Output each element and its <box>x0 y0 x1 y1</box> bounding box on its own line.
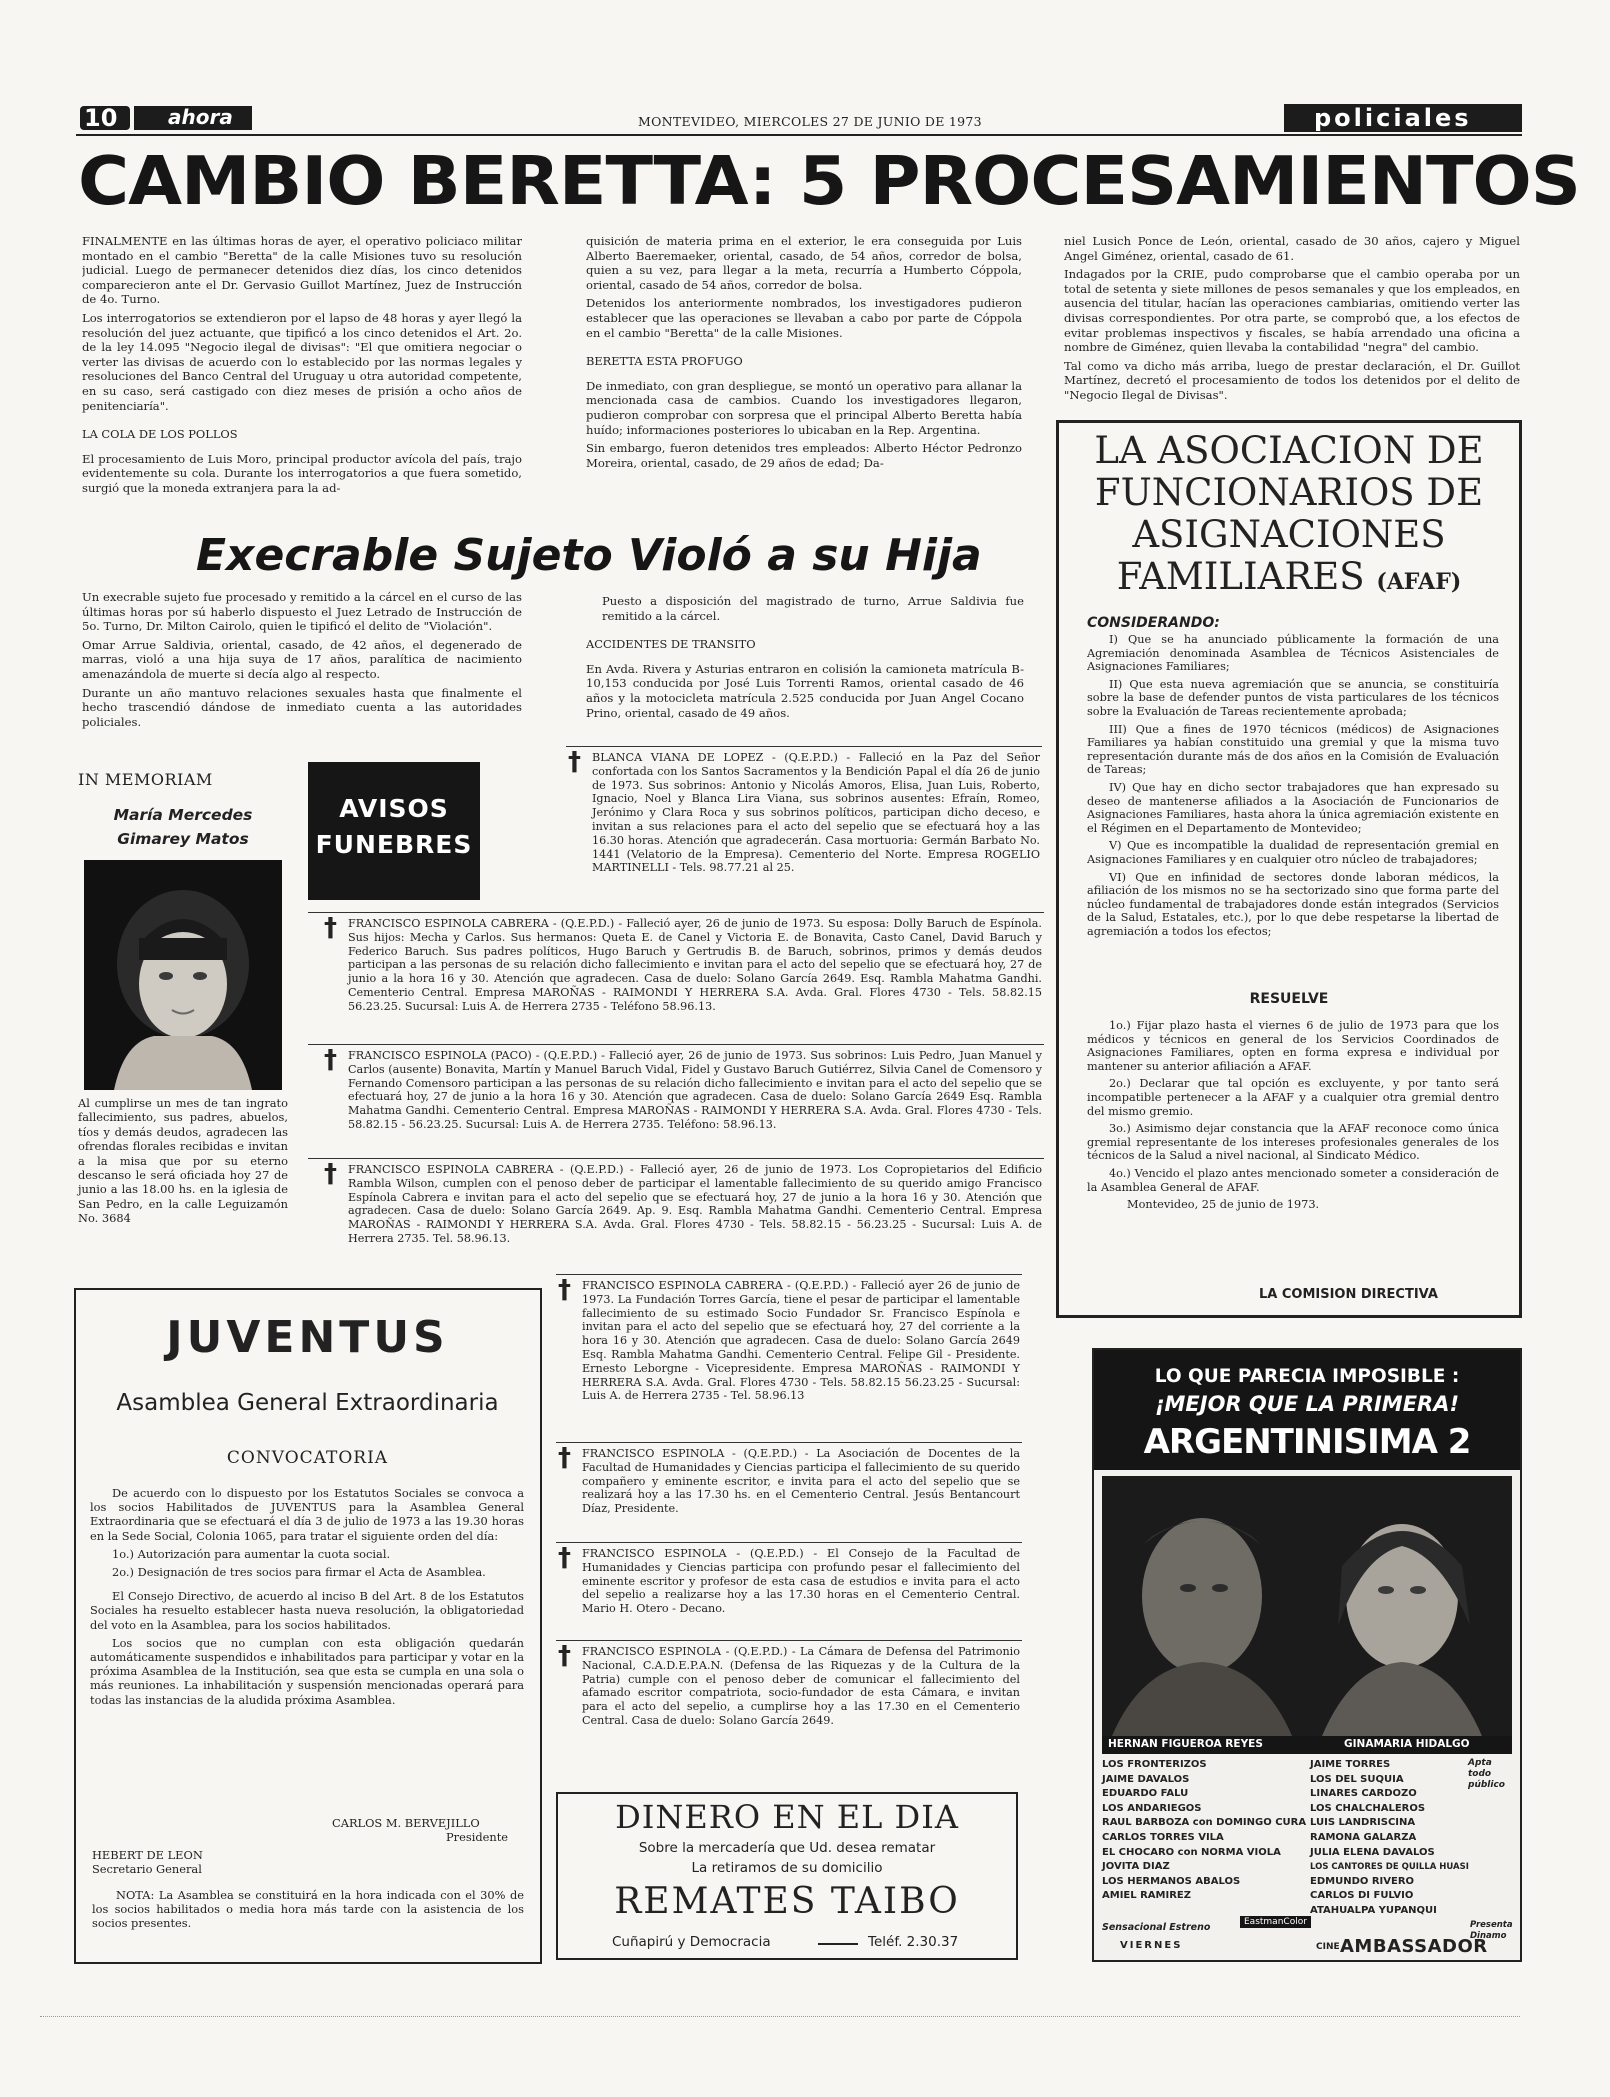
considerando-6: VI) Que en infinidad de sectores donde laboran médicos, la afiliación de los mismos no se ha sectorizado sino que forma parte del núcleo fundamental de trabajadores donde están integrados (Servicios de la Salud, Estatales, etc.), por lo que debe respetarse la libertad de agremiación a todos los efectos; <box>1087 870 1499 938</box>
resolucion-2: 2o.) Declarar que tal opción es excluyente, y por tanto será incompatible pertenecer a la AFAF y a cualquier otra gremial dentro del mismo gremio. <box>1087 1077 1499 1118</box>
juventus-signer2-name: HEBERT DE LEON <box>92 1848 203 1862</box>
movie-tagline-2: ¡MEJOR QUE LA PRIMERA! <box>1154 1392 1460 1416</box>
movie-cast-right <box>1310 1758 1469 1919</box>
header-rule <box>76 134 1522 136</box>
cross-icon: † <box>558 1641 571 1671</box>
funeral-notice-6 <box>556 1442 1022 1528</box>
lead-article-col2 <box>586 234 1022 528</box>
considerando-4: IV) Que hay en dicho sector trabajadores que han expresado su deseo de mantenerse afiliados a la Asociación de Funcionarios de Asignaciones Familiares, hasta ahora la única agremiación existente en el Régimen en el Departamento de Montevideo; <box>1087 780 1499 835</box>
lead-col2-p3: De inmediato, con gran despliegue, se montó un operativo para allanar la mencionada casa de cambios. Cuando los investigadores llegaron, pudieron comprobar con sorpresa que el principal Alberto Beretta había huído; informaciones posteriores lo ubicaban en la Rep. Argentina. <box>586 378 1022 437</box>
paper-name: ahora <box>168 105 233 129</box>
juventus-p1: De acuerdo con lo dispuesto por los Estatutos Sociales se convoca a los socios Habilitados de JUVENTUS para la Asamblea General Extraordinaria que se efectuará el día 3 de julio de 1973 a las 19.30 horas en la Sede Social, Colonia 1065, para tratar el siguiente orden del día: <box>90 1486 524 1543</box>
second-col2-p2: En Avda. Rivera y Asturias entraron en colisión la camioneta matrícula B-10,153 conducida por José Luis Torrenti Ramos, oriental casado de 46 años y la motocicleta matrícula 2.525 conducida por Juan Angel Cocano Prino, oriental, casado de 49 años. <box>586 661 1024 720</box>
notice-text: FRANCISCO ESPINOLA CABRERA - (Q.E.P.D.) - Falleció ayer, 26 de junio de 1973. Su esposa: Dolly Baruch de Espínola. Sus hijos: Mecha y Carlos. Sus hermanos: Queta E. de Canel y Victoria E. de Bonavita, Casto Canel, David Baruch y Federico Baruch. Sus padres políticos, Hugo Baruch y Gertrudis B. de Baruch, sobrinos, primos y demás deudos participan a las personas de su relación dicho fallecimiento e invitan para el acto del sepelio que se efectuará hoy, 27 de junio a la hora 16 y 30. Atención que agradecen. Casa de duelo: Solano García 2649. Esq. Rambla Mahatma Gandhi. Cementerio Central. Empresa MAROÑAS - RAIMONDI Y HERRERA S.A. Avda. Gral. Flores 4730 - Tels. 58.82.15 56.23.25. Sucursal: Luis A. de Herrera 2735 - Teléfono 58.96.13. <box>348 917 1042 1013</box>
lead-col2-p2: Detenidos los anteriormente nombrados, los investigadores pudieron establecer que las operaciones se llevaban a cabo por parte de Cóppola en el cambio "Beretta" de la calle Misiones. <box>586 296 1022 340</box>
juventus-convocatoria: CONVOCATORIA <box>226 1448 389 1468</box>
second-headline: Execrable Sujeto Violó a su Hija <box>196 530 982 581</box>
funeral-notice-3 <box>308 1044 1044 1156</box>
remates-taibo-ad <box>556 1792 1018 1960</box>
cast-right-4: LOS CHALCHALEROS <box>1310 1802 1426 1814</box>
cast-right-5: LUIS LANDRISCINA <box>1310 1817 1416 1829</box>
cast-left-6: CARLOS TORRES VILA <box>1102 1831 1224 1843</box>
cast-right-11: ATAHUALPA YUPANQUI <box>1310 1904 1437 1916</box>
juventus-signer1-role: Presidente <box>446 1830 509 1844</box>
lead-col1-p1: FINALMENTE en las últimas horas de ayer, el operativo policiaco militar montado en el cambio "Beretta" de la calle Misiones tuvo su resolución judicial. Luego de permanecer detenidos diez días, los cinco detenidos comparecieron ante el Dr. Gervasio Guillot Martínez, Juez de Instrucción de 4o. Turno. <box>82 234 522 307</box>
remates-line1: Sobre la mercadería que Ud. desea rematar <box>638 1840 936 1856</box>
afaf-title-3: ASIGNACIONES <box>1132 513 1446 556</box>
juventus-p4: El Consejo Directivo, de acuerdo al inciso B del Art. 8 de los Estatutos Sociales ha resuelto establecer hasta nueva resolución, la obligatoriedad del voto en la Asamblea, para los socios habilitados. <box>90 1589 524 1632</box>
memoriam-name-1: María Mercedes <box>113 806 253 824</box>
cross-icon: † <box>324 1045 337 1075</box>
juventus-nota: NOTA: La Asamblea se constituirá en la hora indicada con el 30% de los socios habilitados o media hora más tarde con la asistencia de los socios presentes. <box>92 1888 524 1931</box>
cast-right-8: LOS CANTORES DE QUILLA HUASI <box>1310 1862 1469 1873</box>
considerando-3: III) Que a fines de 1970 técnicos (médicos) de Asignaciones Familiares ya habían constituido una gremial y que la misma tuvo representación durante más de dos años en la Comisión de Evaluación de Tareas; <box>1087 722 1499 777</box>
afaf-title-2: FUNCIONARIOS DE <box>1094 471 1484 514</box>
notice-text: FRANCISCO ESPINOLA - (Q.E.P.D.) - El Consejo de la Facultad de Humanidades y Ciencias participa con profundo pesar el fallecimiento del eminente escritor y profesor de esta casa de estudios e invita para el acto del sepelio a realizarse hoy a las 17.30 horas en el Cementerio Central. Mario H. Otero - Decano. <box>582 1547 1020 1616</box>
second-col1-p3: Durante un año mantuvo relaciones sexuales hasta que finalmente el hecho trascendió dándose de inmediato cuenta a las autoridades policiales. <box>82 685 522 729</box>
cast-right-6: RAMONA GALARZA <box>1310 1831 1417 1843</box>
cast-left-7: EL CHOCARO con NORMA VIOLA <box>1102 1846 1281 1858</box>
funeral-notice-8 <box>556 1640 1022 1756</box>
lead-col1-p3: El procesamiento de Luis Moro, principal productor avícola del país, trajo evidentemente su cola. Durante los interrogatorios a que fuera sometido, surgió que la moneda extranjera para la ad- <box>82 451 522 495</box>
lead-col3-p2: Indagados por la CRIE, pudo comprobarse que el cambio operaba por un total de setenta y siete millones de pesos semanales y que los empleados, en ausencia del titular, hacían las operaciones cambiarias, omitiendo verter las divisas correspondientes. Por otra parte, se comprobó que, a los efectos de evitar problemas inspectivos y fiscales, se había arrendado una oficina a nombre de Giménez, quien llevaba la contabilidad "negra" del cambio. <box>1064 267 1520 355</box>
remates-dash <box>818 1943 858 1945</box>
memoriam-text: Al cumplirse un mes de tan ingrato fallecimiento, sus padres, abuelos, tíos y demás deudos, agradecen las ofrendas florales recibidas e invitan a la misa que por su eterno descanso le será oficiada hoy 27 de junio a las 18.00 hs. en la iglesia de San Pedro, en la calle Leguizamón No. 3684 <box>78 1096 288 1226</box>
second-story-col1 <box>82 590 522 760</box>
lead-col2-p1: quisición de materia prima en el exterior, le era conseguida por Luis Alberto Baeremaeker, oriental, casado, de 54 años, corredor de bolsa, quien a su vez, para llegar a la meta, recurría a Humberto Cóppola, oriental, casado de 54 años, corredor de bolsa. <box>586 234 1022 292</box>
memoriam-box <box>74 764 292 1272</box>
juventus-signer2-role: Secretario General <box>92 1862 202 1876</box>
masthead-bar <box>76 104 1522 132</box>
juventus-p3: 2o.) Designación de tres socios para firmar el Acta de Asamblea. <box>112 1565 486 1580</box>
lead-subhead-2: BERETTA ESTA PROFUGO <box>586 354 743 369</box>
movie-still-photo <box>1102 1476 1512 1736</box>
afaf-date: Montevideo, 25 de junio de 1973. <box>1127 1198 1320 1212</box>
cast-right-7: JULIA ELENA DAVALOS <box>1310 1846 1435 1858</box>
notice-text: FRANCISCO ESPINOLA (PACO) - (Q.E.P.D.) - Falleció ayer, 26 de junio de 1973. Sus sobrinos: Luis Pedro, Juan Manuel y Carlos (ausente) Bonavita, Martín y Manuel Baruch Vidal, Fidel y Gustavo Baruch Gutiérrez, Silvia Canel de Comensoro y Fernando Comensoro participan a las personas de su relación dicho fallecimiento e invitan para el acto del sepelio que se efectuará hoy, 27 de junio a la hora 16 y 30. Atención que agradecen. Casa de duelo: Solano García 2649 Esq. Rambla Mahatma Gandhi. Cementerio Central. Empresa MAROÑAS - RAIMONDI Y HERRERA S.A. Avda. Gral. Flores 4730 - Tels. 58.82.15 - 56.23.25. Sucursal: Luis A. de Herrera 2735. Teléfono: 58.96.13. <box>348 1049 1042 1131</box>
second-col1-p1: Un execrable sujeto fue procesado y remitido a la cárcel en el curso de las últimas horas por sú haberlo dispuesto el Juez Letrado de Instrucción de 5o. Turno, Dr. Milton Cairolo, quien le tipificó el delito de "Violación". <box>82 590 522 634</box>
cast-right-3: LINARES CARDOZO <box>1310 1788 1417 1800</box>
dateline: MONTEVIDEO, MIERCOLES 27 DE JUNIO DE 1973 <box>638 114 982 129</box>
resolucion-4: 4o.) Vencido el plazo antes mencionado someter a consideración de la Asamblea General de AFAF. <box>1087 1166 1499 1194</box>
main-headline: CAMBIO BERETTA: 5 PROCESAMIENTOS <box>78 142 1580 220</box>
section-name: policiales <box>1314 104 1472 132</box>
afaf-title-4 <box>1059 555 1519 604</box>
avisos-title-1: AVISOS <box>339 794 449 823</box>
accidentes-subhead: ACCIDENTES DE TRANSITO <box>586 637 756 652</box>
page-number: 10 <box>84 104 118 132</box>
movie-eastman: EastmanColor <box>1240 1916 1311 1928</box>
avisos-title-2: FUNEBRES <box>315 830 473 859</box>
funeral-notice-2 <box>308 912 1044 1042</box>
cast-left-5: RAUL BARBOZA con DOMINGO CURA <box>1102 1817 1307 1829</box>
bottom-rule <box>40 2016 1520 2017</box>
notice-text: FRANCISCO ESPINOLA - (Q.E.P.D.) - La Asociación de Docentes de la Facultad de Humanidades y Ciencias participa el fallecimiento de su querido compañero y eminente escritor, e invita para el acto del sepelio que se realizará hoy a las 17.30 hs. en el Cementerio Central. Jesús Bentancourt Díaz, Presidente. <box>582 1447 1020 1516</box>
afaf-title-familiares: FAMILIARES <box>1116 555 1365 598</box>
resolucion-1: 1o.) Fijar plazo hasta el viernes 6 de julio de 1973 para que los médicos y técnicos en general de los Servicios Coordinados de Asignaciones Familiares, opten en forma expresa e individual por mantener su anterior afiliación a AFAF. <box>1087 1019 1499 1073</box>
considerando-1: I) Que se ha anunciado públicamente la formación de una Agremiación denominada Asamblea de Técnicos Asistenciales de Asignaciones Familiares; <box>1087 633 1499 674</box>
movie-cast-left <box>1102 1758 1307 1904</box>
cast-right-2: LOS DEL SUQUIA <box>1310 1773 1404 1785</box>
movie-tagline-1: LO QUE PARECIA IMPOSIBLE : <box>1154 1366 1460 1387</box>
second-col2-p1: Puesto a disposición del magistrado de turno, Arrue Saldivia fue remitido a la cárcel. <box>602 594 1024 623</box>
girl-portrait-icon <box>84 860 282 1090</box>
avisos-funebres-box <box>308 762 480 900</box>
remates-headline: DINERO EN EL DIA <box>615 1798 959 1836</box>
cast-left-10: AMIEL RAMIREZ <box>1102 1890 1191 1902</box>
movie-star-2: GINAMARIA HIDALGO <box>1344 1738 1470 1750</box>
movie-apta: Apta todo público <box>1468 1758 1505 1790</box>
afaf-signature: LA COMISION DIRECTIVA <box>1259 1287 1438 1302</box>
cast-left-9: LOS HERMANOS ABALOS <box>1102 1875 1241 1887</box>
cross-icon: † <box>558 1443 571 1473</box>
funeral-notice-4 <box>308 1158 1044 1270</box>
juventus-p5: Los socios que no cumplan con esta obligación quedarán automáticamente suspendidos e inhabilitados para participar y votar en la próxima Asamblea de la Institución, sea que esta se cumpla en una sola o más reuniones. La inhabilitación y suspensión mencionadas operará para todas las instancias de la aludida próxima Asamblea. <box>90 1635 524 1707</box>
lead-subhead-1: LA COLA DE LOS POLLOS <box>82 427 238 442</box>
funeral-notice-1 <box>566 746 1042 910</box>
afaf-ad-box <box>1056 420 1522 1318</box>
cast-left-1: LOS FRONTERIZOS <box>1102 1759 1207 1770</box>
notice-text: FRANCISCO ESPINOLA CABRERA - (Q.E.P.D.) - Falleció ayer 26 de junio de 1973. La Fundación Torres García, tiene el pesar de participar el lamentable fallecimiento de su estimado Socio Fundador Sr. Francisco Espínola e invitan para el acto del sepelio que se efectuará hoy, 27 del corriente a la hora 16 y 30. Atención que agradecen. Casa de duelo: Solano García 2649 Esq. Rambla Mahatma Gandhi. Cementerio Central. Felipe Gil - Presidente. Ernesto Leborgne - Vicepresidente. Empresa MAROÑAS - RAIMONDI Y HERRERA S.A. Avda. Gral. Flores 4730 - Tels. 58.82.15 56.23.25 - Sucursal: Luis A. de Herrera 2735 - Tel. 58.96.13 <box>582 1279 1020 1403</box>
cross-icon: † <box>324 913 337 943</box>
afaf-considerando: CONSIDERANDO: <box>1087 615 1220 631</box>
memoriam-photo <box>84 860 282 1090</box>
afaf-considerandos <box>1087 633 1499 1003</box>
cross-icon: † <box>324 1159 337 1189</box>
notice-text: FRANCISCO ESPINOLA - (Q.E.P.D.) - La Cámara de Defensa del Patrimonio Nacional, C.A.D.E.P.A.N. (Defensa de las Riquezas y de la Cultura de la Patria) cumple con el penoso deber de comunicar el fallecimiento del afamado escritor compatriota, socio-fundador de esta Cámara, e invitan para el acto del sepelio, a cumplirse hoy a las 17.30 en el Cementerio Central. Casa de duelo: Solano García 2649. <box>582 1645 1020 1727</box>
movie-still-icon <box>1102 1476 1512 1736</box>
memoriam-name-2: Gimarey Matos <box>117 830 249 848</box>
lead-article-col1 <box>82 234 522 528</box>
movie-presenta: Presenta Dinamo <box>1470 1920 1513 1941</box>
juventus-signer1-name: CARLOS M. BERVEJILLO <box>332 1816 480 1830</box>
lead-col1-p2: Los interrogatorios se extendieron por el lapso de 48 horas y ayer llegó la resolución del juez actuante, que tipificó a los cinco detenidos el Art. 2o. de la ley 14.095 "Negocio ilegal de divisas": "El que omitiera negociar o verter las divisas de acuerdo con lo establecido por las normas legales y resoluciones del Banco Central del Uruguay u otra autoridad competente, en su caso, será castigado con diez meses de prisión a ocho años de penitenciaría". <box>82 310 522 413</box>
movie-viernes: VIERNES <box>1120 1940 1183 1951</box>
movie-sensacional: Sensacional Estreno <box>1102 1922 1211 1933</box>
remates-phone: Teléf. 2.30.37 <box>868 1934 959 1950</box>
afaf-title-abbr: (AFAF) <box>1376 569 1462 595</box>
lead-col2-p4: Sin embargo, fueron detenidos tres empleados: Alberto Héctor Pedronzo Moreira, oriental, casado, de 29 años de edad; Da- <box>586 441 1022 470</box>
juventus-body <box>90 1486 524 1786</box>
notice-text: FRANCISCO ESPINOLA CABRERA - (Q.E.P.D.) - Falleció ayer, 26 de junio de 1973. Los Copropietarios del Edificio Rambla Wilson, cumplen con el penoso deber de participar el lamentable fallecimiento de su querido amigo Francisco Espínola Cabrera e invitan para el acto del sepelio que se efectuará hoy, 27 de junio a la hora 16 y 30. Atención que agradecen. Casa de duelo: Solano García 2649. Ap. 9. Esq. Rambla Mahatma Gandhi. Cementerio Central. Empresa MAROÑAS - RAIMONDI Y HERRERA S.A. Avda. Gral. Flores 4730 - Tels. 58.82.15 - 56.23.25 - Sucursal: Luis A. de Herrera 2735. Tel. 58.96.13. <box>348 1163 1042 1245</box>
cast-right-1: JAIME TORRES <box>1310 1759 1391 1770</box>
movie-star-1: HERNAN FIGUEROA REYES <box>1108 1738 1263 1750</box>
cast-left-4: LOS ANDARIEGOS <box>1102 1802 1202 1814</box>
resolucion-3: 3o.) Asimismo dejar constancia que la AFAF reconoce como única gremial representante de los intereses profesionales generales de los técnicos de la Salud a nivel nacional, al Sindicato Médico. <box>1087 1122 1499 1163</box>
movie-cine-label: CINE <box>1316 1942 1340 1952</box>
second-col1-p2: Omar Arrue Saldivia, oriental, casado, de 42 años, el degenerado de marras, violó a una hija suya de 17 años, paralítica de nacimiento amenazándola de muerte si decía algo al respecto. <box>82 637 522 681</box>
remates-line2: La retiramos de su domicilio <box>691 1860 883 1876</box>
movie-title: ARGENTINISIMA 2 <box>1143 1422 1471 1462</box>
cross-icon: † <box>558 1275 571 1305</box>
afaf-resuelve: RESUELVE <box>1249 991 1329 1007</box>
memoriam-label: IN MEMORIAM <box>78 770 213 789</box>
cross-icon: † <box>558 1543 571 1573</box>
cast-left-8: JOVITA DIAZ <box>1102 1861 1170 1873</box>
funeral-notice-5 <box>556 1274 1022 1434</box>
lead-article-col3 <box>1064 234 1520 420</box>
considerando-5: V) Que es incompatible la dualidad de representación gremial en Asignaciones Familiares y en cualquier otro núcleo de trabajadores; <box>1087 839 1499 866</box>
movie-ad-box <box>1092 1348 1522 1962</box>
movie-cinema-name: AMBASSADOR <box>1340 1936 1488 1957</box>
considerando-2: II) Que esta nueva agremiación que se anuncia, se constituiría sobre la base de defender puntos de vista particulares de los técnicos sobre la Evaluación de Tareas recientemente aprobada; <box>1087 677 1499 718</box>
second-story-col2 <box>586 594 1024 744</box>
remates-name: REMATES TAIBO <box>614 1881 960 1922</box>
cast-right-9: EDMUNDO RIVERO <box>1310 1875 1415 1887</box>
afaf-title-1: LA ASOCIACION DE <box>1094 429 1484 472</box>
lead-col3-p3: Tal como va dicho más arriba, luego de prestar declaración, el Dr. Guillot Martínez, decretó el procesamiento de todos los detenidos por el delito de "Negocio Ilegal de Divisas". <box>1064 358 1520 402</box>
cast-right-10: CARLOS DI FULVIO <box>1310 1890 1414 1902</box>
juventus-name: JUVENTUS <box>166 1312 449 1363</box>
notice-text: BLANCA VIANA DE LOPEZ - (Q.E.P.D.) - Falleció en la Paz del Señor confortada con los Santos Sacramentos y la Bendición Papal el día 26 de junio de 1973. Sus sobrinos: Antonio y Nicolás Amoros, Elisa, Juan Luis, Roberto, Ignacio, Noel y Blanca Lira Viana, sus sobrinos ausentes: Efraín, Romeo, Jerónimo y Clara Roca y sus sobrinos políticos, participan dicho deceso, e invitan a sus relaciones para el acto del sepelio que se efectuará hoy a las 16.30 horas. Atención que agradecerán. Casa mortuoria: Germán Barbato No. 1441 (Velatorio de la Empresa). Cementerio del Norte. Empresa ROGELIO MARTINELLI - Tels. 98.77.21 al 25. <box>592 751 1040 875</box>
juventus-subtitle: Asamblea General Extraordinaria <box>116 1390 499 1416</box>
cast-left-3: EDUARDO FALU <box>1102 1788 1189 1800</box>
funeral-notice-7 <box>556 1542 1022 1628</box>
cross-icon: † <box>568 747 581 777</box>
juventus-p2: 1o.) Autorización para aumentar la cuota social. <box>112 1546 391 1561</box>
lead-col3-p1: niel Lusich Ponce de León, oriental, casado de 30 años, cajero y Miguel Angel Giménez, oriental, casado de 61. <box>1064 234 1520 263</box>
cast-left-2: JAIME DAVALOS <box>1102 1773 1190 1785</box>
afaf-resoluciones <box>1087 1019 1499 1267</box>
remates-address: Cuñapirú y Democracia <box>612 1934 771 1950</box>
juventus-ad-box <box>74 1288 542 1964</box>
